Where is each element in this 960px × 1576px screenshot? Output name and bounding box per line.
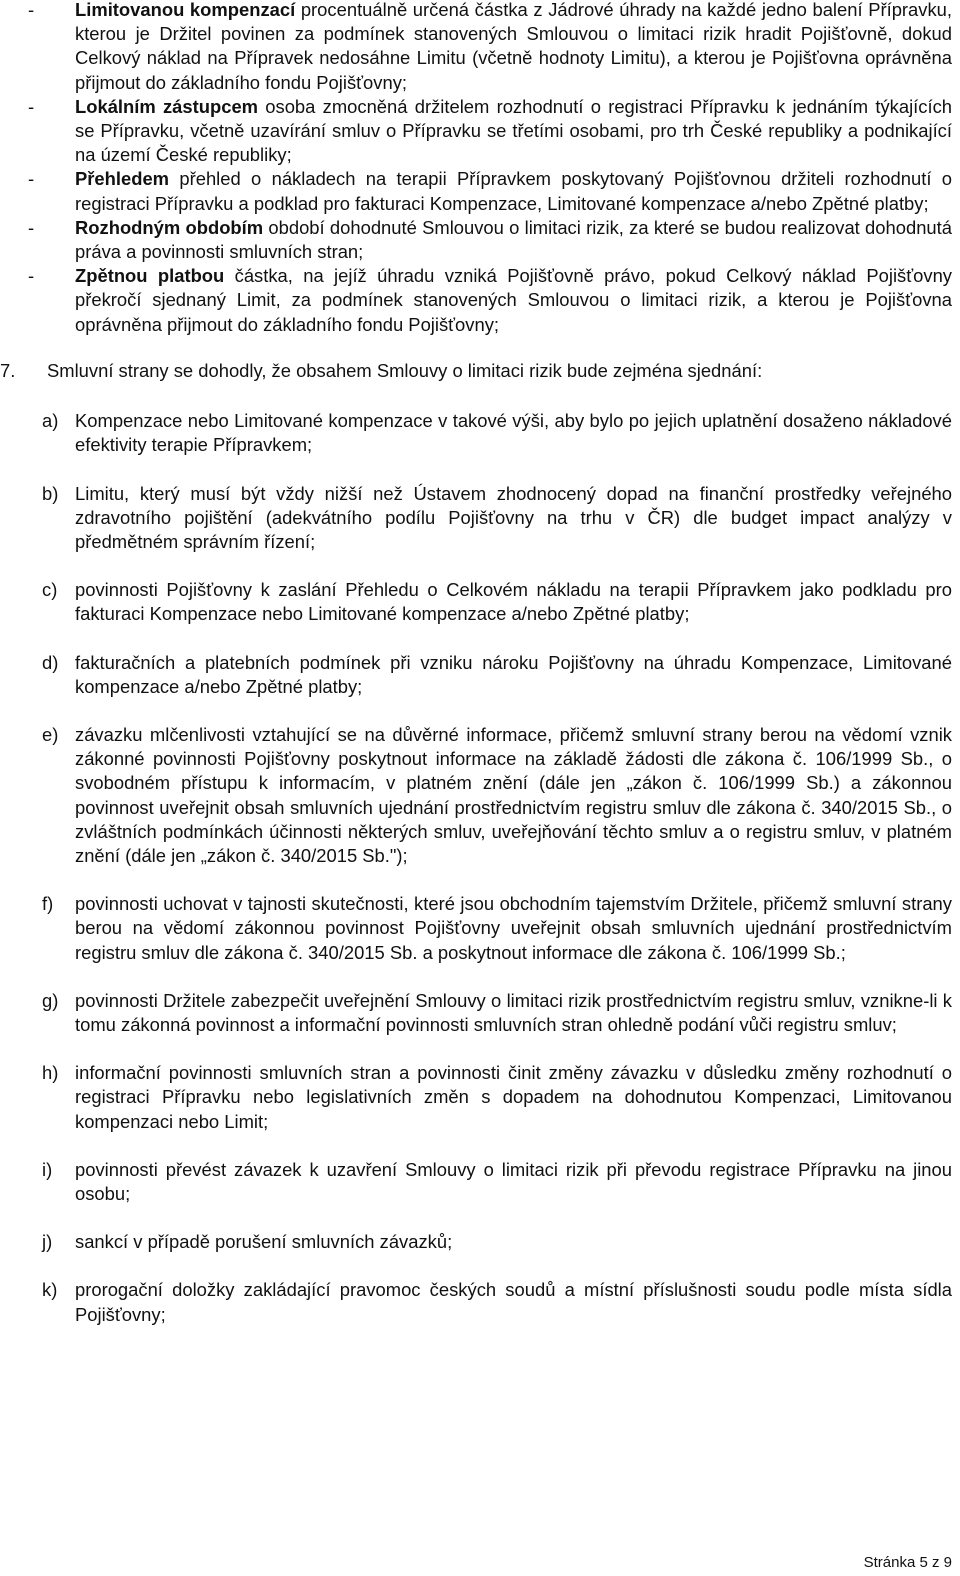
definition-term: Přehledem [75, 168, 170, 190]
definition-item [28, 95, 952, 168]
section-items [0, 409, 952, 1327]
list-item-label: j) [42, 1231, 53, 1253]
definition-text: přehled o nákladech na terapii Přípravkem poskytovaný Pojišťovnou držiteli rozhodnutí o registraci Přípravku a podklad pro fakturaci Kompenzace, Limitované kompenzace a/nebo Zpětné platby; [75, 168, 952, 214]
list-item [0, 651, 952, 699]
list-item-label: f) [42, 893, 54, 915]
definition-text: osoba zmocněná držitelem rozhodnutí o registraci Přípravku k jednáním týkajících se Přípravku, včetně uzavírání smluv o Přípravku se třetími osobami, pro trh České republiky a podnikající na území České republiky; [75, 95, 952, 166]
list-item-text: povinnosti převést závazek k uzavření Smlouvy o limitaci rizik při převodu registrace Přípravku na jinou osobu; [75, 1158, 952, 1205]
list-item-text: prorogační doložky zakládající pravomoc českých soudů a místní příslušnosti soudu podle místa sídla Pojišťovny; [75, 1279, 952, 1325]
definition-term: Limitovanou kompenzací [75, 0, 296, 20]
list-item [0, 892, 952, 965]
definition-text: období dohodnuté Smlouvou o limitaci rizik, za které se budou realizovat dohodnutá práva a povinnosti smluvních stran; [75, 216, 952, 263]
list-item-label: i) [42, 1158, 53, 1180]
list-item-label: g) [42, 989, 59, 1011]
list-item-label: b) [42, 482, 59, 504]
list-item-text: informační povinnosti smluvních stran a povinnosti činit změny závazku v důsledku změny rozhodnutí o registraci Přípravku nebo legislativních změn s dopadem na dohodnutou Kompenzaci, Limitovanou kompenzaci nebo Limit; [75, 1062, 952, 1132]
list-item-label: a) [42, 410, 59, 432]
list-item-text: závazku mlčenlivosti vztahující se na důvěrné informace, přičemž smluvní strany berou na vědomí vznik zákonné povinnosti Pojišťovny poskytnout informace na základě žádosti dle zákona č. 106/1999 Sb., o svobodném přístupu k informacím, v platném znění (dále jen „zákon č. 106/1999 Sb.) a zákonnou povinnost uveřejnit obsah smluvních ujednání prostřednictvím registru smluv dle zákona č. 340/2015 Sb., o zvláštních podmínkách účinnosti některých smluv, uveřejňování těchto smluv a o registru smluv, v platném znění (dále jen „zákon č. 340/2015 Sb."); [75, 724, 952, 867]
definition-item [28, 0, 952, 95]
list-item [0, 1158, 952, 1206]
list-item-text: sankcí v případě porušení smluvních závazků; [75, 1231, 453, 1253]
page-number: Stránka 5 z 9 [863, 1554, 952, 1571]
list-item-text: povinnosti uchovat v tajnosti skutečnosti, které jsou obchodním tajemstvím Držitele, přičemž smluvní strany berou na vědomí zákonnou povinnost Pojišťovny uveřejnit obsah smluvních ujednání prostřednictvím registru smluv dle zákona č. 340/2015 Sb. a poskytnout informace dle zákona č. 106/1999 Sb.; [75, 893, 952, 963]
list-item-label: e) [42, 724, 59, 746]
list-item-text: Kompenzace nebo Limitované kompenzace v takové výši, aby bylo po jejich uplatnění dosaženo nákladové efektivity terapie Přípravkem; [75, 410, 952, 456]
list-dash: - [28, 0, 35, 20]
list-item [0, 1061, 952, 1134]
list-item [0, 409, 952, 457]
definition-item [28, 264, 952, 337]
list-item-text: fakturačních a platebních podmínek při vzniku nároku Pojišťovny na úhradu Kompenzace, Limitované kompenzace a/nebo Zpětné platby; [75, 651, 952, 697]
list-item-text: povinnosti Pojišťovny k zaslání Přehledu o Celkovém nákladu na terapii Přípravkem jako podkladu pro fakturaci Kompenzace nebo Limitované kompenzace a/nebo Zpětné platby; [75, 579, 952, 625]
list-item [0, 1230, 952, 1254]
section-number: 7. [0, 360, 16, 381]
list-item-label: k) [42, 1279, 58, 1301]
definition-term: Zpětnou platbou [75, 265, 225, 287]
definitions-list [28, 0, 952, 337]
list-dash: - [28, 216, 35, 238]
list-item-label: d) [42, 651, 59, 673]
section-heading-text: Smluvní strany se dohodly, že obsahem Smlouvy o limitaci rizik bude zejména sjednání: [47, 360, 763, 381]
list-dash: - [28, 95, 35, 117]
definition-term: Lokálním zástupcem [75, 95, 259, 117]
list-item [0, 723, 952, 868]
definition-term: Rozhodným obdobím [75, 216, 264, 238]
definition-text: částka, na jejíž úhradu vzniká Pojišťovně právo, pokud Celkový náklad Pojišťovny překročí sjednaný Limit, za podmínek stanovených Smlouvou o limitaci rizik, a kterou je Pojišťovna oprávněna přijmout do základního fondu Pojišťovny; [75, 265, 952, 335]
list-item-label: h) [42, 1062, 59, 1084]
list-item [0, 482, 952, 555]
list-item [0, 989, 952, 1037]
section-7 [0, 359, 952, 1351]
definition-text: procentuálně určená částka z Jádrové úhrady na každé jedno balení Přípravku, kterou je Držitel povinen za podmínek stanovených Smlouvou o limitaci rizik hradit Pojišťovně, dokud Celkový náklad na Přípravek nedosáhne Limitu (včetně hodnoty Limitu), a kterou je Pojišťovna oprávněna přijmout do základního fondu Pojišťovny; [75, 0, 953, 93]
list-item-text: Limitu, který musí být vždy nižší než Ústavem zhodnocený dopad na finanční prostředky veřejného zdravotního pojištění (adekvátního podílu Pojišťovny na trhu v ČR) dle budget impact analýzy v předmětném správním řízení; [75, 482, 952, 553]
list-item [0, 1278, 952, 1326]
list-dash: - [28, 265, 35, 287]
list-item [0, 578, 952, 626]
list-item-label: c) [42, 579, 58, 601]
definition-item [28, 167, 952, 215]
definition-item [28, 216, 952, 264]
list-item-text: povinnosti Držitele zabezpečit uveřejnění Smlouvy o limitaci rizik prostřednictvím registru smluv, vznikne-li k tomu zákonná povinnost a informační povinnosti smluvních stran ohledně podání vůči registru smluv; [75, 989, 952, 1036]
list-dash: - [28, 168, 35, 190]
section-heading [0, 359, 952, 383]
